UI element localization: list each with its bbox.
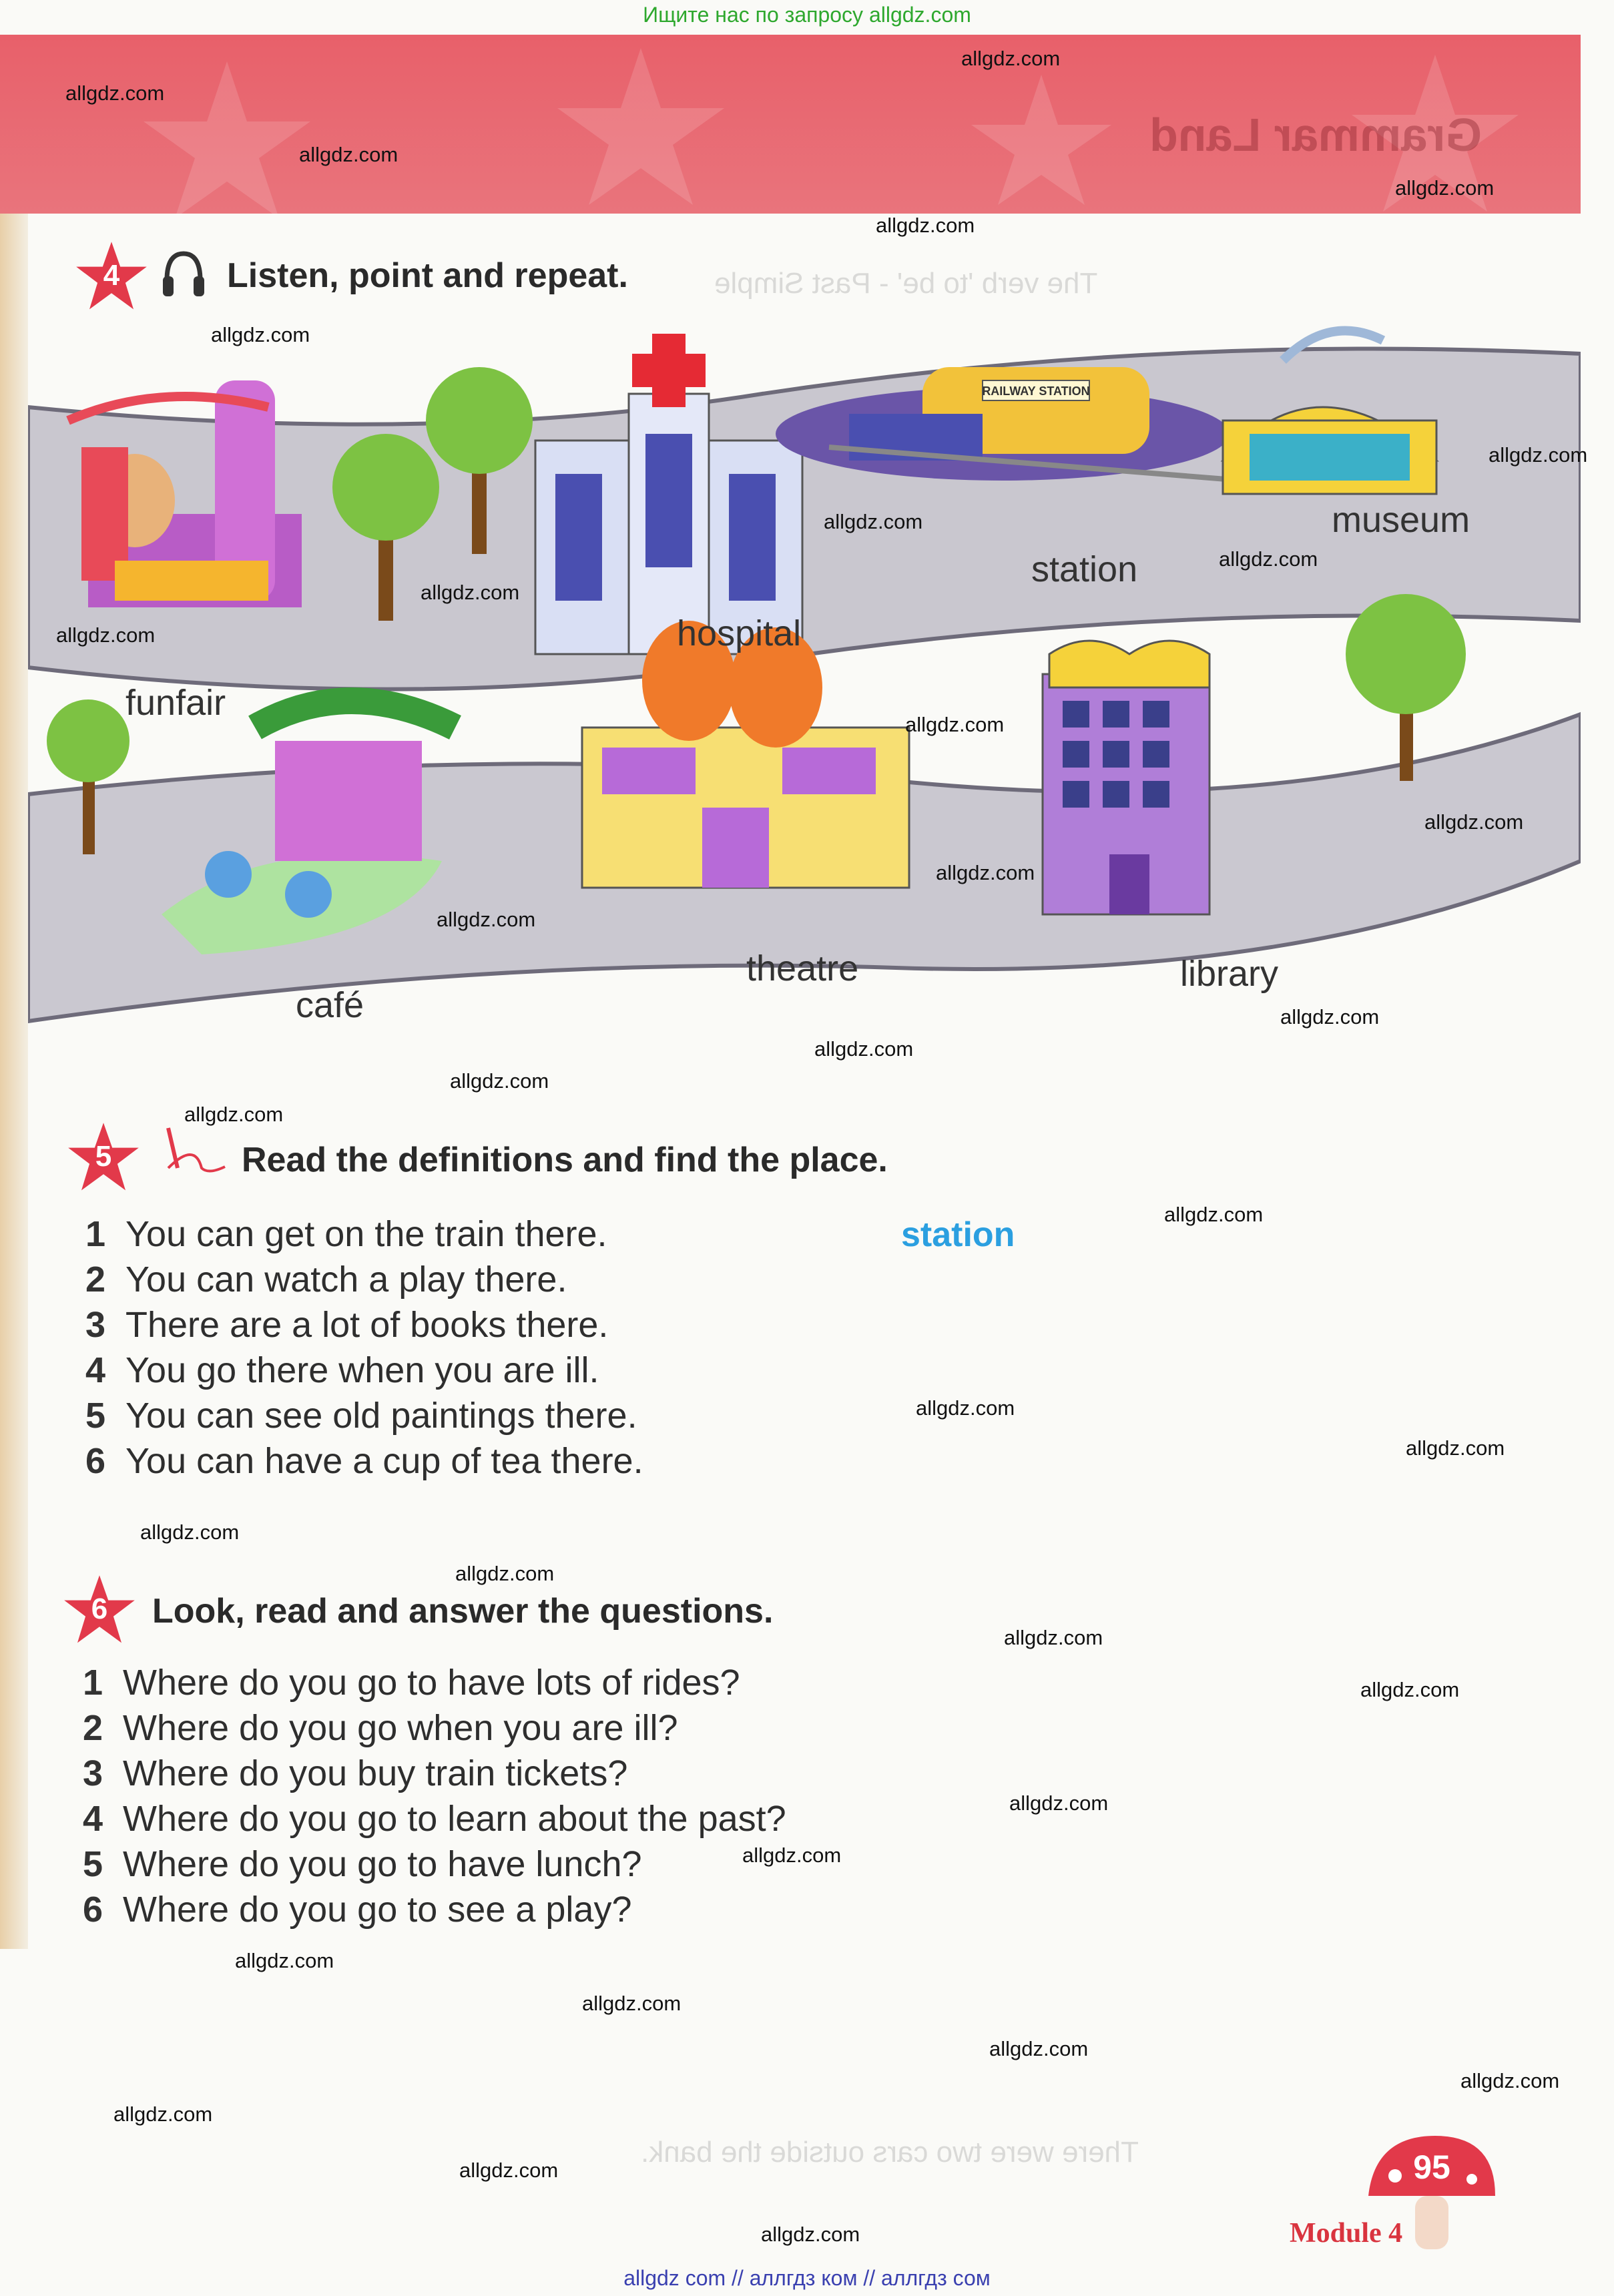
label-theatre: theatre	[746, 948, 859, 988]
hospital-image	[535, 334, 802, 654]
ghost-text-top: The verb 'to be' - Past Simple	[714, 267, 1098, 300]
exercise-5-badge	[67, 1121, 140, 1195]
ex5-item-5: 5 You can see old paintings there.	[85, 1396, 637, 1436]
exercise-5-number: 5	[95, 1140, 112, 1173]
watermark: allgdz.com	[1280, 1005, 1380, 1029]
watermark: allgdz.com	[184, 1103, 284, 1126]
watermark: allgdz.com	[1395, 176, 1495, 200]
pencil-icon	[155, 1121, 228, 1185]
ex6-item-3: 3 Where do you buy train tickets?	[83, 1753, 628, 1793]
watermark: allgdz.com	[916, 1396, 1015, 1420]
label-station: station	[1031, 549, 1138, 589]
ex5-item-3: 3 There are a lot of books there.	[85, 1305, 609, 1345]
ex6-item-1: 1 Where do you go to have lots of rides?	[83, 1663, 740, 1703]
exercise-4-badge	[75, 240, 148, 314]
watermark: allgdz.com	[1004, 1626, 1103, 1649]
ex5-item-6: 6 You can have a cup of tea there.	[85, 1441, 643, 1481]
headphones-icon	[160, 248, 207, 305]
module-label: Module 4	[1290, 2218, 1403, 2249]
watermark: allgdz.com	[1360, 1678, 1460, 1701]
page-gutter	[0, 214, 28, 1949]
label-cafe: café	[296, 985, 364, 1025]
watermark: allgdz.com	[56, 623, 156, 647]
watermark: allgdz.com	[211, 323, 310, 346]
watermark: allgdz.com	[1489, 443, 1588, 467]
railway-station-sign: RAILWAY STATION	[982, 384, 1090, 398]
watermark: allgdz.com	[455, 1562, 555, 1585]
label-funfair: funfair	[125, 683, 226, 723]
ghost-text-bottom: There were two cars outside the bank.	[641, 2136, 1139, 2169]
watermark: allgdz.com	[421, 581, 520, 604]
header-band	[0, 35, 1581, 214]
ex5-answer-1: station	[901, 1215, 1015, 1254]
watermark: allgdz.com	[961, 47, 1061, 70]
exercise-4-instruction: Listen, point and repeat.	[227, 256, 628, 295]
page-number: 95	[1413, 2148, 1450, 2186]
exercise-4-number: 4	[103, 259, 120, 292]
watermark: allgdz.com	[1219, 547, 1318, 571]
ex6-item-5: 5 Where do you go to have lunch?	[83, 1844, 642, 1884]
watermark: allgdz.com	[65, 81, 165, 105]
watermark: allgdz.com	[824, 510, 923, 533]
watermark: allgdz.com	[814, 1037, 914, 1061]
library-image	[1043, 641, 1209, 914]
watermark: allgdz.com	[742, 1843, 842, 1867]
bottom-note: allgdz com // аллгдз ком // аллгдз сом	[623, 2266, 991, 2290]
exercise-6-instruction: Look, read and answer the questions.	[152, 1592, 774, 1631]
ex6-item-2: 2 Where do you go when you are ill?	[83, 1708, 678, 1748]
label-library: library	[1180, 954, 1279, 994]
watermark: allgdz.com	[1009, 1791, 1109, 1815]
watermark: allgdz.com	[437, 908, 536, 931]
watermark: allgdz.com	[582, 1992, 682, 2015]
watermark: allgdz.com	[1460, 2069, 1560, 2092]
ex5-item-4: 4 You go there when you are ill.	[85, 1350, 599, 1390]
watermark: allgdz.com	[905, 713, 1005, 736]
watermark: allgdz.com	[113, 2102, 213, 2126]
watermark: allgdz.com	[1406, 1436, 1505, 1460]
watermark: allgdz.com	[235, 1949, 334, 1972]
ex6-item-6: 6 Where do you go to see a play?	[83, 1890, 632, 1930]
watermark: allgdz.com	[1424, 810, 1524, 834]
watermark: allgdz.com	[761, 2223, 860, 2246]
watermark: allgdz.com	[299, 143, 398, 166]
exercise-6-badge	[63, 1574, 136, 1647]
watermark: allgdz.com	[140, 1520, 240, 1544]
watermark: allgdz.com	[876, 214, 975, 237]
watermark: allgdz.com	[989, 2037, 1089, 2060]
ex6-item-4: 4 Where do you go to learn about the past?	[83, 1799, 786, 1839]
watermark: allgdz.com	[450, 1069, 549, 1093]
label-hospital: hospital	[677, 613, 802, 653]
label-museum: museum	[1332, 500, 1470, 540]
watermark: allgdz.com	[459, 2159, 559, 2182]
header-reversed-title: Grammar Land	[1149, 109, 1482, 161]
ex5-item-1: 1 You can get on the train there.	[85, 1214, 607, 1254]
ex5-item-2: 2 You can watch a play there.	[85, 1259, 567, 1300]
top-note: Ищите нас по запросу allgdz.com	[643, 3, 971, 27]
watermark: allgdz.com	[936, 861, 1035, 884]
watermark: allgdz.com	[1164, 1203, 1264, 1226]
exercise-6-number: 6	[91, 1593, 108, 1625]
exercise-5-instruction: Read the definitions and find the place.	[242, 1141, 888, 1179]
